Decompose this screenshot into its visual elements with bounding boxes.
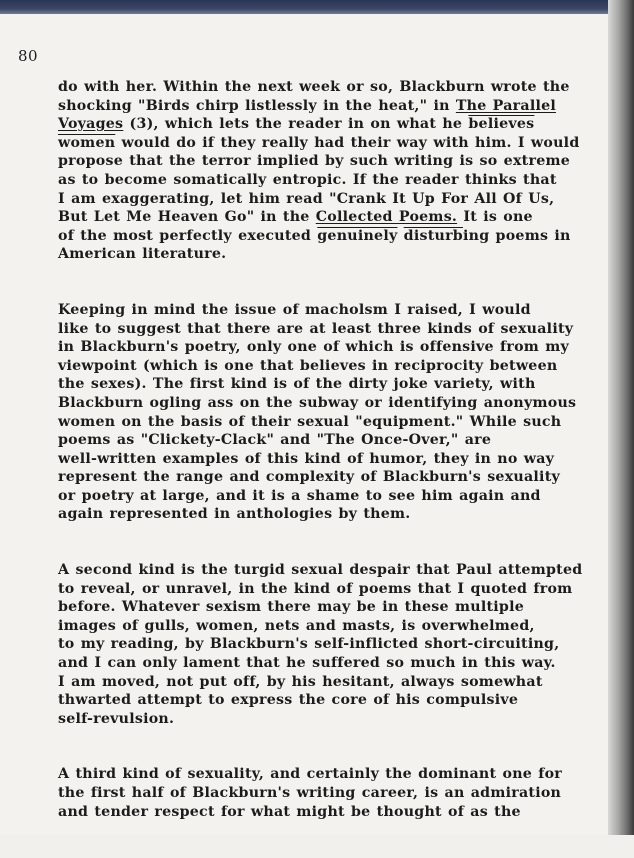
text-line: and tender respect for what might be thought of as the <box>58 803 521 820</box>
text-line: Blackburn ogling ass on the subway or identifying anonymous <box>58 394 577 411</box>
text-line: before. Whatever sexism there may be in these multiple <box>58 599 524 616</box>
paragraph-2 <box>58 301 592 524</box>
text-line: in Blackburn's poetry, only one of which is offensive from my <box>58 339 570 356</box>
text-line: represent the range and complexity of Blackburn's sexuality <box>58 469 560 486</box>
text-line: do with her. Within the next week or so, Blackburn wrote the <box>58 79 570 95</box>
text-line: self-revulsion. <box>58 710 175 727</box>
text-line: like to suggest that there are at least three kinds of sexuality <box>58 320 574 337</box>
text-line: women would do if they really had their way with him. I would <box>58 134 580 151</box>
text-line: poems as "Clickety-Clack" and "The Once-Over," are <box>58 432 492 449</box>
page-edge-shadow <box>608 0 634 835</box>
body-text <box>58 78 592 858</box>
underlined-title: Collected Poems. <box>315 209 458 226</box>
text-line: thwarted attempt to express the core of his compulsive <box>58 692 519 709</box>
paragraph-3 <box>58 561 592 728</box>
paragraph-1 <box>58 78 592 264</box>
text-line: A third kind of sexuality, and certainly the dominant one for <box>58 766 563 783</box>
text-line: as to become somatically entropic. If the reader thinks that <box>58 171 557 188</box>
text-line: or poetry at large, and it is a shame to see him again and <box>58 487 541 504</box>
overlined-phrase: disturb <box>403 227 463 244</box>
underlined-title: Voyages <box>58 116 124 133</box>
text-line: to reveal, or unravel, in the kind of poems that I quoted from <box>58 580 573 597</box>
text-line: propose that the terror implied by such writing is so extreme <box>58 153 571 170</box>
text-line: A second kind is the turgid sexual despair that Paul attempted <box>58 562 583 579</box>
overlined-phrase: genuinely <box>317 227 398 244</box>
text-line: Voyages (3), which lets the reader in on what he believes <box>58 116 535 133</box>
text-line: the first half of Blackburn's writing career, is an admiration <box>58 785 562 801</box>
paragraph-4 <box>58 765 592 821</box>
text-line: shocking "Birds chirp listlessly in the heat," in The Parallel <box>58 97 557 114</box>
page-number: 80 <box>18 47 39 65</box>
underlined-title: The Parallel <box>455 97 557 114</box>
text-line: of the most perfectly executed genuinely disturbing poems in <box>58 227 571 244</box>
text-line: American literature. <box>58 246 227 263</box>
overlined-phrase: women <box>58 134 116 151</box>
text-line: and I can only lament that he suffered so much in this way. <box>58 655 556 672</box>
text-line: viewpoint (which is one that believes in reciprocity between <box>58 357 558 374</box>
text-line: images of gulls, women, nets and masts, is overwhelmed, <box>58 617 535 634</box>
text-line: to my reading, by Blackburn's self-inflicted short-circuiting, <box>58 636 560 653</box>
text-line: the sexes). The first kind is of the dirty joke variety, with <box>58 376 536 393</box>
text-line: But Let Me Heaven Go" in the Collected Poems. It is one <box>58 209 533 226</box>
text-line: I am moved, not put off, by his hesitant, always somewhat <box>58 673 543 690</box>
text-line: well-written examples of this kind of humor, they in no way <box>58 450 555 467</box>
text-line: Keeping in mind the issue of macholsm I raised, I would <box>58 301 531 318</box>
text-line: again represented in anthologies by them. <box>58 506 411 523</box>
text-line: women on the basis of their sexual "equipment." While such <box>58 413 562 430</box>
overlined-phrase: believes <box>468 116 535 133</box>
text-line: I am exaggerating, let him read "Crank It Up For All Of Us, <box>58 190 555 207</box>
